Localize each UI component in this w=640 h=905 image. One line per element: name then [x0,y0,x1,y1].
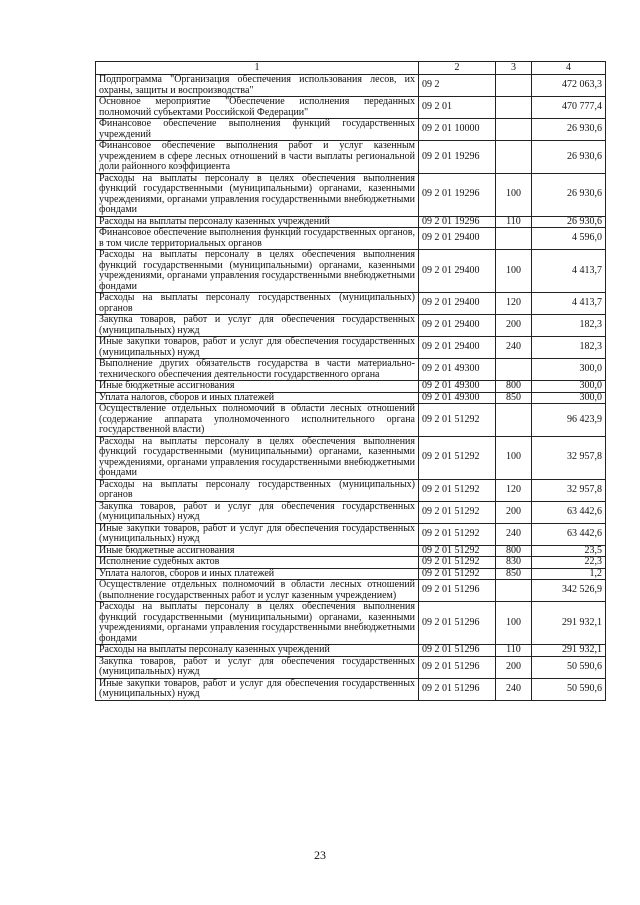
row-expense-type: 100 [496,602,532,645]
row-amount: 470 777,4 [532,97,606,119]
row-expense-type: 110 [496,645,532,657]
row-amount: 1,2 [532,568,606,580]
row-expense-type: 120 [496,479,532,501]
row-amount: 291 932,1 [532,602,606,645]
row-amount: 26 930,6 [532,173,606,216]
row-amount: 4 413,7 [532,293,606,315]
row-code: 09 2 01 49300 [419,392,496,404]
row-name: Расходы на выплаты персоналу казенных учреждений [96,645,419,657]
row-expense-type: 100 [496,436,532,479]
row-name: Подпрограмма "Организация обеспечения использования лесов, их охраны, защиты и воспроизводства" [96,75,419,97]
table-row [96,250,606,293]
row-amount: 50 590,6 [532,678,606,700]
row-expense-type [496,75,532,97]
row-code: 09 2 01 51292 [419,404,496,437]
table-row [96,557,606,569]
row-name: Иные бюджетные ассигнования [96,381,419,393]
row-code: 09 2 01 51292 [419,479,496,501]
row-name: Расходы на выплаты персоналу государственных (муниципальных) органов [96,479,419,501]
row-amount: 26 930,6 [532,216,606,228]
row-amount: 23,5 [532,545,606,557]
row-amount: 22,3 [532,557,606,569]
table-row [96,337,606,359]
table-row [96,501,606,523]
row-amount: 300,0 [532,392,606,404]
header-col-3: 3 [496,62,532,75]
row-code: 09 2 01 51296 [419,580,496,602]
row-amount: 300,0 [532,381,606,393]
row-code: 09 2 01 51292 [419,436,496,479]
row-name: Закупка товаров, работ и услуг для обеспечения государственных (муниципальных) нужд [96,656,419,678]
row-name: Закупка товаров, работ и услуг для обеспечения государственных (муниципальных) нужд [96,315,419,337]
table-row [96,315,606,337]
row-amount: 182,3 [532,337,606,359]
row-name: Основное мероприятие "Обеспечение исполнения переданных полномочий субъектами Российской Федерации" [96,97,419,119]
row-name: Расходы на выплаты персоналу в целях обеспечения выполнения функций государственными (муниципальными) органами, казенными учреждениями, органами управления государственными внебюджетными фондами [96,436,419,479]
row-code: 09 2 01 51296 [419,602,496,645]
table-row [96,523,606,545]
row-expense-type [496,228,532,250]
table-row [96,141,606,174]
row-code: 09 2 01 [419,97,496,119]
row-amount: 50 590,6 [532,656,606,678]
table-body [96,62,606,701]
row-expense-type: 110 [496,216,532,228]
row-code: 09 2 [419,75,496,97]
table-row [96,293,606,315]
row-amount: 63 442,6 [532,501,606,523]
row-amount: 472 063,3 [532,75,606,97]
row-expense-type: 800 [496,545,532,557]
row-expense-type: 100 [496,250,532,293]
row-expense-type: 100 [496,173,532,216]
row-expense-type [496,359,532,381]
row-expense-type: 850 [496,568,532,580]
row-amount: 291 932,1 [532,645,606,657]
row-code: 09 2 01 29400 [419,250,496,293]
row-code: 09 2 01 19296 [419,173,496,216]
row-name: Уплата налогов, сборов и иных платежей [96,568,419,580]
row-expense-type [496,141,532,174]
row-name: Иные закупки товаров, работ и услуг для обеспечения государственных (муниципальных) нужд [96,523,419,545]
row-code: 09 2 01 51292 [419,568,496,580]
row-expense-type: 240 [496,523,532,545]
table-row [96,97,606,119]
row-code: 09 2 01 29400 [419,228,496,250]
row-code: 09 2 01 29400 [419,293,496,315]
row-code: 09 2 01 51292 [419,523,496,545]
row-code: 09 2 01 51292 [419,501,496,523]
table-row [96,645,606,657]
table-row [96,678,606,700]
row-amount: 96 423,9 [532,404,606,437]
row-code: 09 2 01 19296 [419,216,496,228]
header-row [96,62,606,75]
row-name: Финансовое обеспечение выполнения функций государственных учреждений [96,119,419,141]
row-expense-type: 240 [496,337,532,359]
row-name: Расходы на выплаты персоналу казенных учреждений [96,216,419,228]
table-row [96,568,606,580]
table-row [96,228,606,250]
row-name: Осуществление отдельных полномочий в области лесных отношений (содержание аппарата уполномоченного исполнительного органа государственной власти) [96,404,419,437]
row-code: 09 2 01 49300 [419,359,496,381]
budget-table [95,61,606,701]
row-code: 09 2 01 51296 [419,678,496,700]
row-name: Иные закупки товаров, работ и услуг для обеспечения государственных (муниципальных) нужд [96,678,419,700]
row-name: Финансовое обеспечение выполнения работ и услуг казенным учреждением в сфере лесных отношений в части выплаты региональной доли районного коэффициента [96,141,419,174]
row-amount: 32 957,8 [532,479,606,501]
row-expense-type: 800 [496,381,532,393]
table-row [96,602,606,645]
row-name: Закупка товаров, работ и услуг для обеспечения государственных (муниципальных) нужд [96,501,419,523]
row-name: Расходы на выплаты персоналу в целях обеспечения выполнения функций государственными (муниципальными) органами, казенными учреждениями, органами управления государственными внебюджетными фондами [96,250,419,293]
table-row [96,580,606,602]
table-row [96,392,606,404]
row-name: Уплата налогов, сборов и иных платежей [96,392,419,404]
row-expense-type: 120 [496,293,532,315]
table-row [96,656,606,678]
row-expense-type: 830 [496,557,532,569]
page-number: 23 [314,848,326,862]
row-name: Иные закупки товаров, работ и услуг для обеспечения государственных (муниципальных) нужд [96,337,419,359]
row-code: 09 2 01 51296 [419,645,496,657]
row-amount: 300,0 [532,359,606,381]
row-code: 09 2 01 19296 [419,141,496,174]
row-amount: 32 957,8 [532,436,606,479]
header-col-2: 2 [419,62,496,75]
row-expense-type [496,119,532,141]
row-name: Выполнение других обязательств государства в части материально-технического обеспечения деятельности государственного органа [96,359,419,381]
row-name: Иные бюджетные ассигнования [96,545,419,557]
table-row [96,381,606,393]
row-code: 09 2 01 51296 [419,656,496,678]
row-name: Расходы на выплаты персоналу государственных (муниципальных) органов [96,293,419,315]
row-expense-type: 850 [496,392,532,404]
row-amount: 26 930,6 [532,141,606,174]
table-row [96,173,606,216]
row-amount: 63 442,6 [532,523,606,545]
row-expense-type [496,404,532,437]
row-expense-type [496,97,532,119]
table-row [96,216,606,228]
table-row [96,404,606,437]
row-name: Исполнение судебных актов [96,557,419,569]
row-code: 09 2 01 29400 [419,315,496,337]
table-row [96,436,606,479]
row-amount: 4 596,0 [532,228,606,250]
table-row [96,75,606,97]
row-amount: 182,3 [532,315,606,337]
row-code: 09 2 01 51292 [419,557,496,569]
row-name: Финансовое обеспечение выполнения функций государственных органов, в том числе территориальных органов [96,228,419,250]
row-code: 09 2 01 51292 [419,545,496,557]
row-code: 09 2 01 29400 [419,337,496,359]
row-code: 09 2 01 10000 [419,119,496,141]
row-expense-type: 240 [496,678,532,700]
row-amount: 26 930,6 [532,119,606,141]
table-row [96,119,606,141]
table-row [96,545,606,557]
row-amount: 342 526,9 [532,580,606,602]
row-name: Осуществление отдельных полномочий в области лесных отношений (выполнение государственных работ и услуг казенным учреждением) [96,580,419,602]
row-expense-type [496,580,532,602]
row-expense-type: 200 [496,656,532,678]
row-code: 09 2 01 49300 [419,381,496,393]
row-name: Расходы на выплаты персоналу в целях обеспечения выполнения функций государственными (муниципальными) органами, казенными учреждениями, органами управления государственными внебюджетными фондами [96,173,419,216]
table-row [96,479,606,501]
header-col-4: 4 [532,62,606,75]
row-name: Расходы на выплаты персоналу в целях обеспечения выполнения функций государственными (муниципальными) органами, казенными учреждениями, органами управления государственными внебюджетными фондами [96,602,419,645]
row-expense-type: 200 [496,501,532,523]
row-amount: 4 413,7 [532,250,606,293]
header-col-1: 1 [96,62,419,75]
row-expense-type: 200 [496,315,532,337]
table-row [96,359,606,381]
